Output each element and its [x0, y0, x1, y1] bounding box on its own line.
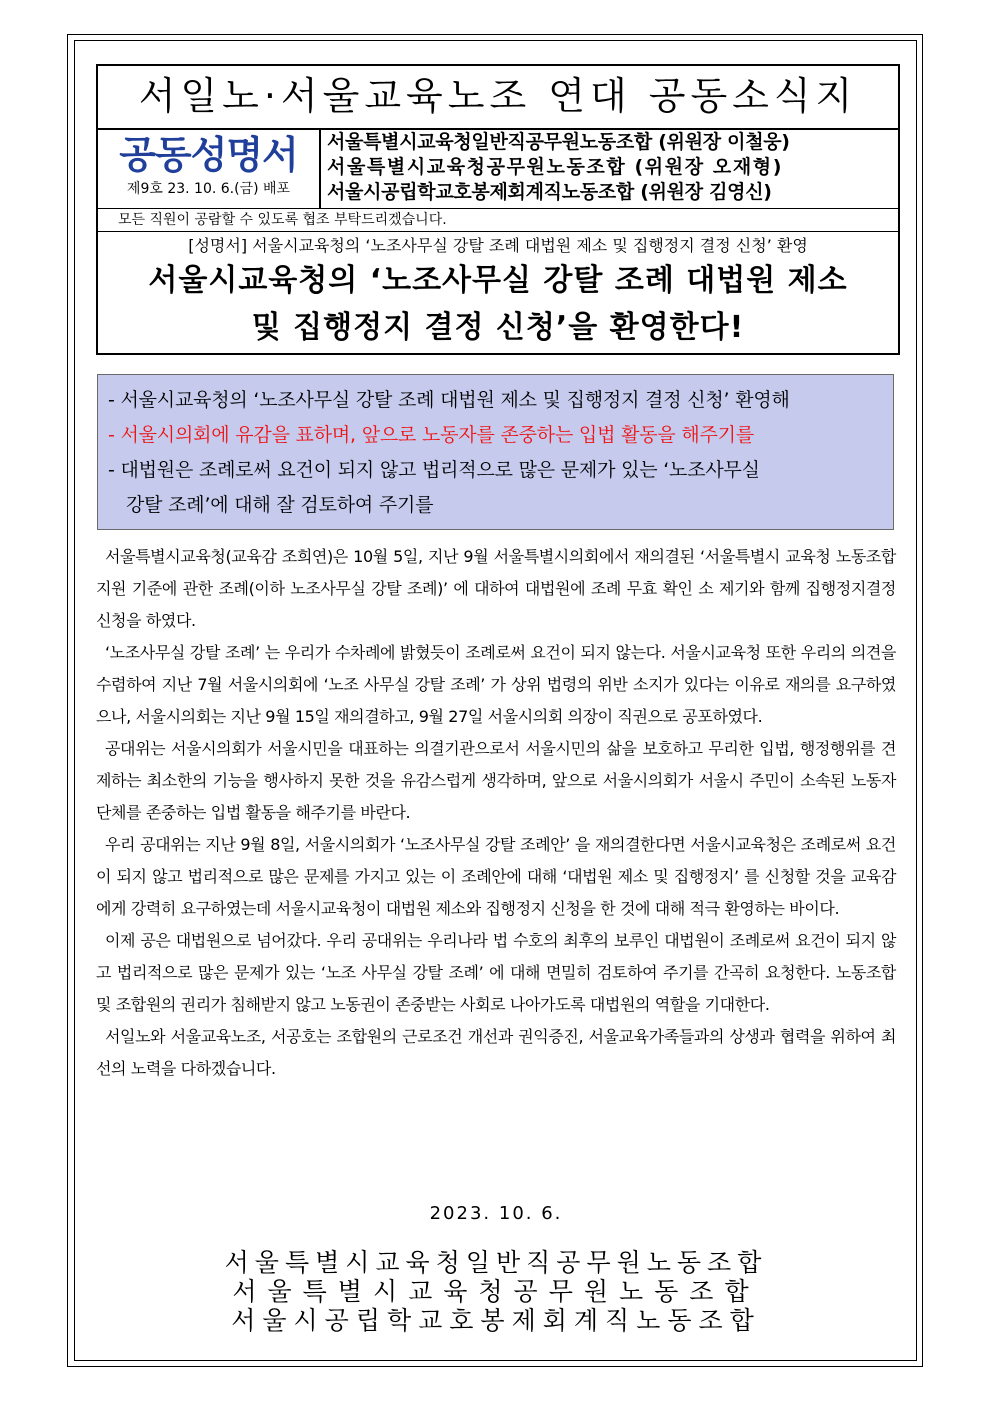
signatories: [96, 1248, 896, 1335]
union-list: [321, 130, 898, 208]
body-paragraph: 서일노와 서울교육노조, 서공호는 조합원의 근로조건 개선과 권익증진, 서울교육가족들과의 상생과 협력을 위하여 최선의 노력을 다하겠습니다.: [96, 1027, 896, 1078]
statement-title: 공동성명서: [119, 133, 298, 177]
summary-item: - 대법원은 조례로써 요건이 되지 않고 법리적으로 많은 문제가 있는 ‘노조사무실: [108, 459, 760, 481]
summary-item-continuation: 강탈 조례’에 대해 잘 검토하여 주기를: [126, 494, 434, 516]
headline-line-2: 및 집행정지 결정 신청’을 환영한다!: [251, 310, 745, 345]
issue-info: 제9호 23. 10. 6.(금) 배포: [126, 181, 291, 197]
statement-body: [96, 541, 896, 1085]
headline-line-1: 서울시교육청의 ‘노조사무실 강탈 조례 대법원 제소: [148, 263, 848, 298]
newsletter-header: [96, 64, 900, 355]
statement-box: [98, 130, 321, 208]
body-paragraph: 서울특별시교육청(교육감 조희연)은 10월 5일, 지난 9월 서울특별시의회에서 재의결된 ‘서울특별시 교육청 노동조합 지원 기준에 관한 조례(이하 노조사무실 강탈 조례)’ 에 대하여 대법원에 조례 무효 확인 소 제기와 함께 집행정지결정 신청을 하였다.: [96, 547, 896, 630]
body-paragraph: ‘노조사무실 강탈 조례’ 는 우리가 수차례에 밝혔듯이 조례로써 요건이 되지 않는다. 서울시교육청 또한 우리의 의견을 수렴하여 지난 7월 서울시의회에 ‘노조 사무실 강탈 조례’ 가 상위 법령의 위반 소지가 있다는 이유로 재의를 요구하였으나, 서울시의회는 지난 9월 15일 재의결하고, 9월 27일 서울시의회 의장이 직권으로 공포하였다.: [96, 643, 896, 726]
summary-item-highlight: - 서울시의회에 유감을 표하며, 앞으로 노동자를 존중하는 입법 활동을 해주기를: [108, 424, 754, 446]
body-paragraph: 우리 공대위는 지난 9월 8일, 서울시의회가 ‘노조사무실 강탈 조례안’ 을 재의결한다면 서울시교육청은 조례로써 요건이 되지 않고 법리적으로 많은 문제를 가지고 있는 이 조례안에 대해 ‘대법원 제소 및 집행정지’ 를 신청할 것을 교육감에게 강력히 요구하였는데 서울시교육청이 대법원 제소와 집행정지 신청을 한 것에 대해 적극 환영하는 바이다.: [96, 835, 896, 918]
newsletter-banner: 서일노·서울교육노조 연대 공동소식지: [98, 66, 898, 130]
union-item: 서울시공립학교호봉제회계직노동조합 (위원장 김영신): [327, 181, 772, 203]
signatory: 서울특별시교육청공무원노동조합: [232, 1277, 760, 1306]
signatory: 서울특별시교육청일반직공무원노동조합: [224, 1248, 768, 1277]
circulation-note: 모든 직원이 공람할 수 있도록 협조 부탁드리겠습니다.: [98, 209, 898, 232]
statement-subhead: [성명서] 서울시교육청의 ‘노조사무실 강탈 조례 대법원 제소 및 집행정지 결정 신청’ 환영: [188, 236, 808, 255]
body-paragraph: 공대위는 서울시의회가 서울시민을 대표하는 의결기관으로서 서울시민의 삶을 보호하고 무리한 입법, 행정행위를 견제하는 최소한의 기능을 행사하지 못한 것을 유감스럽게 생각하며, 앞으로 서울시의회가 서울시 주민이 소속된 노동자 단체를 존중하는 입법 활동을 해주기를 바란다.: [96, 739, 896, 822]
union-item: 서울특별시교육청일반직공무원노동조합 (위원장 이철웅): [327, 131, 790, 153]
summary-box: [97, 374, 894, 530]
signatory: 서울시공립학교호봉제회계직노동조합: [231, 1306, 761, 1335]
union-item: 서울특별시교육청공무원노동조합 (위원장 오재형): [327, 156, 784, 178]
statement-date: 2023. 10. 6.: [429, 1203, 563, 1224]
body-paragraph: 이제 공은 대법원으로 넘어갔다. 우리 공대위는 우리나라 법 수호의 최후의 보루인 대법원이 조례로써 요건이 되지 않고 법리적으로 많은 문제가 있는 ‘노조 사무실 강탈 조례’ 에 대해 면밀히 검토하여 주기를 간곡히 요청한다. 노동조합 및 조합원의 권리가 침해받지 않고 노동권이 존중받는 사회로 나아가도록 대법원의 역할을 기대한다.: [96, 931, 896, 1014]
statement-info-row: [98, 130, 898, 209]
summary-item: - 서울시교육청의 ‘노조사무실 강탈 조례 대법원 제소 및 집행정지 결정 신청’ 환영해: [108, 389, 790, 411]
